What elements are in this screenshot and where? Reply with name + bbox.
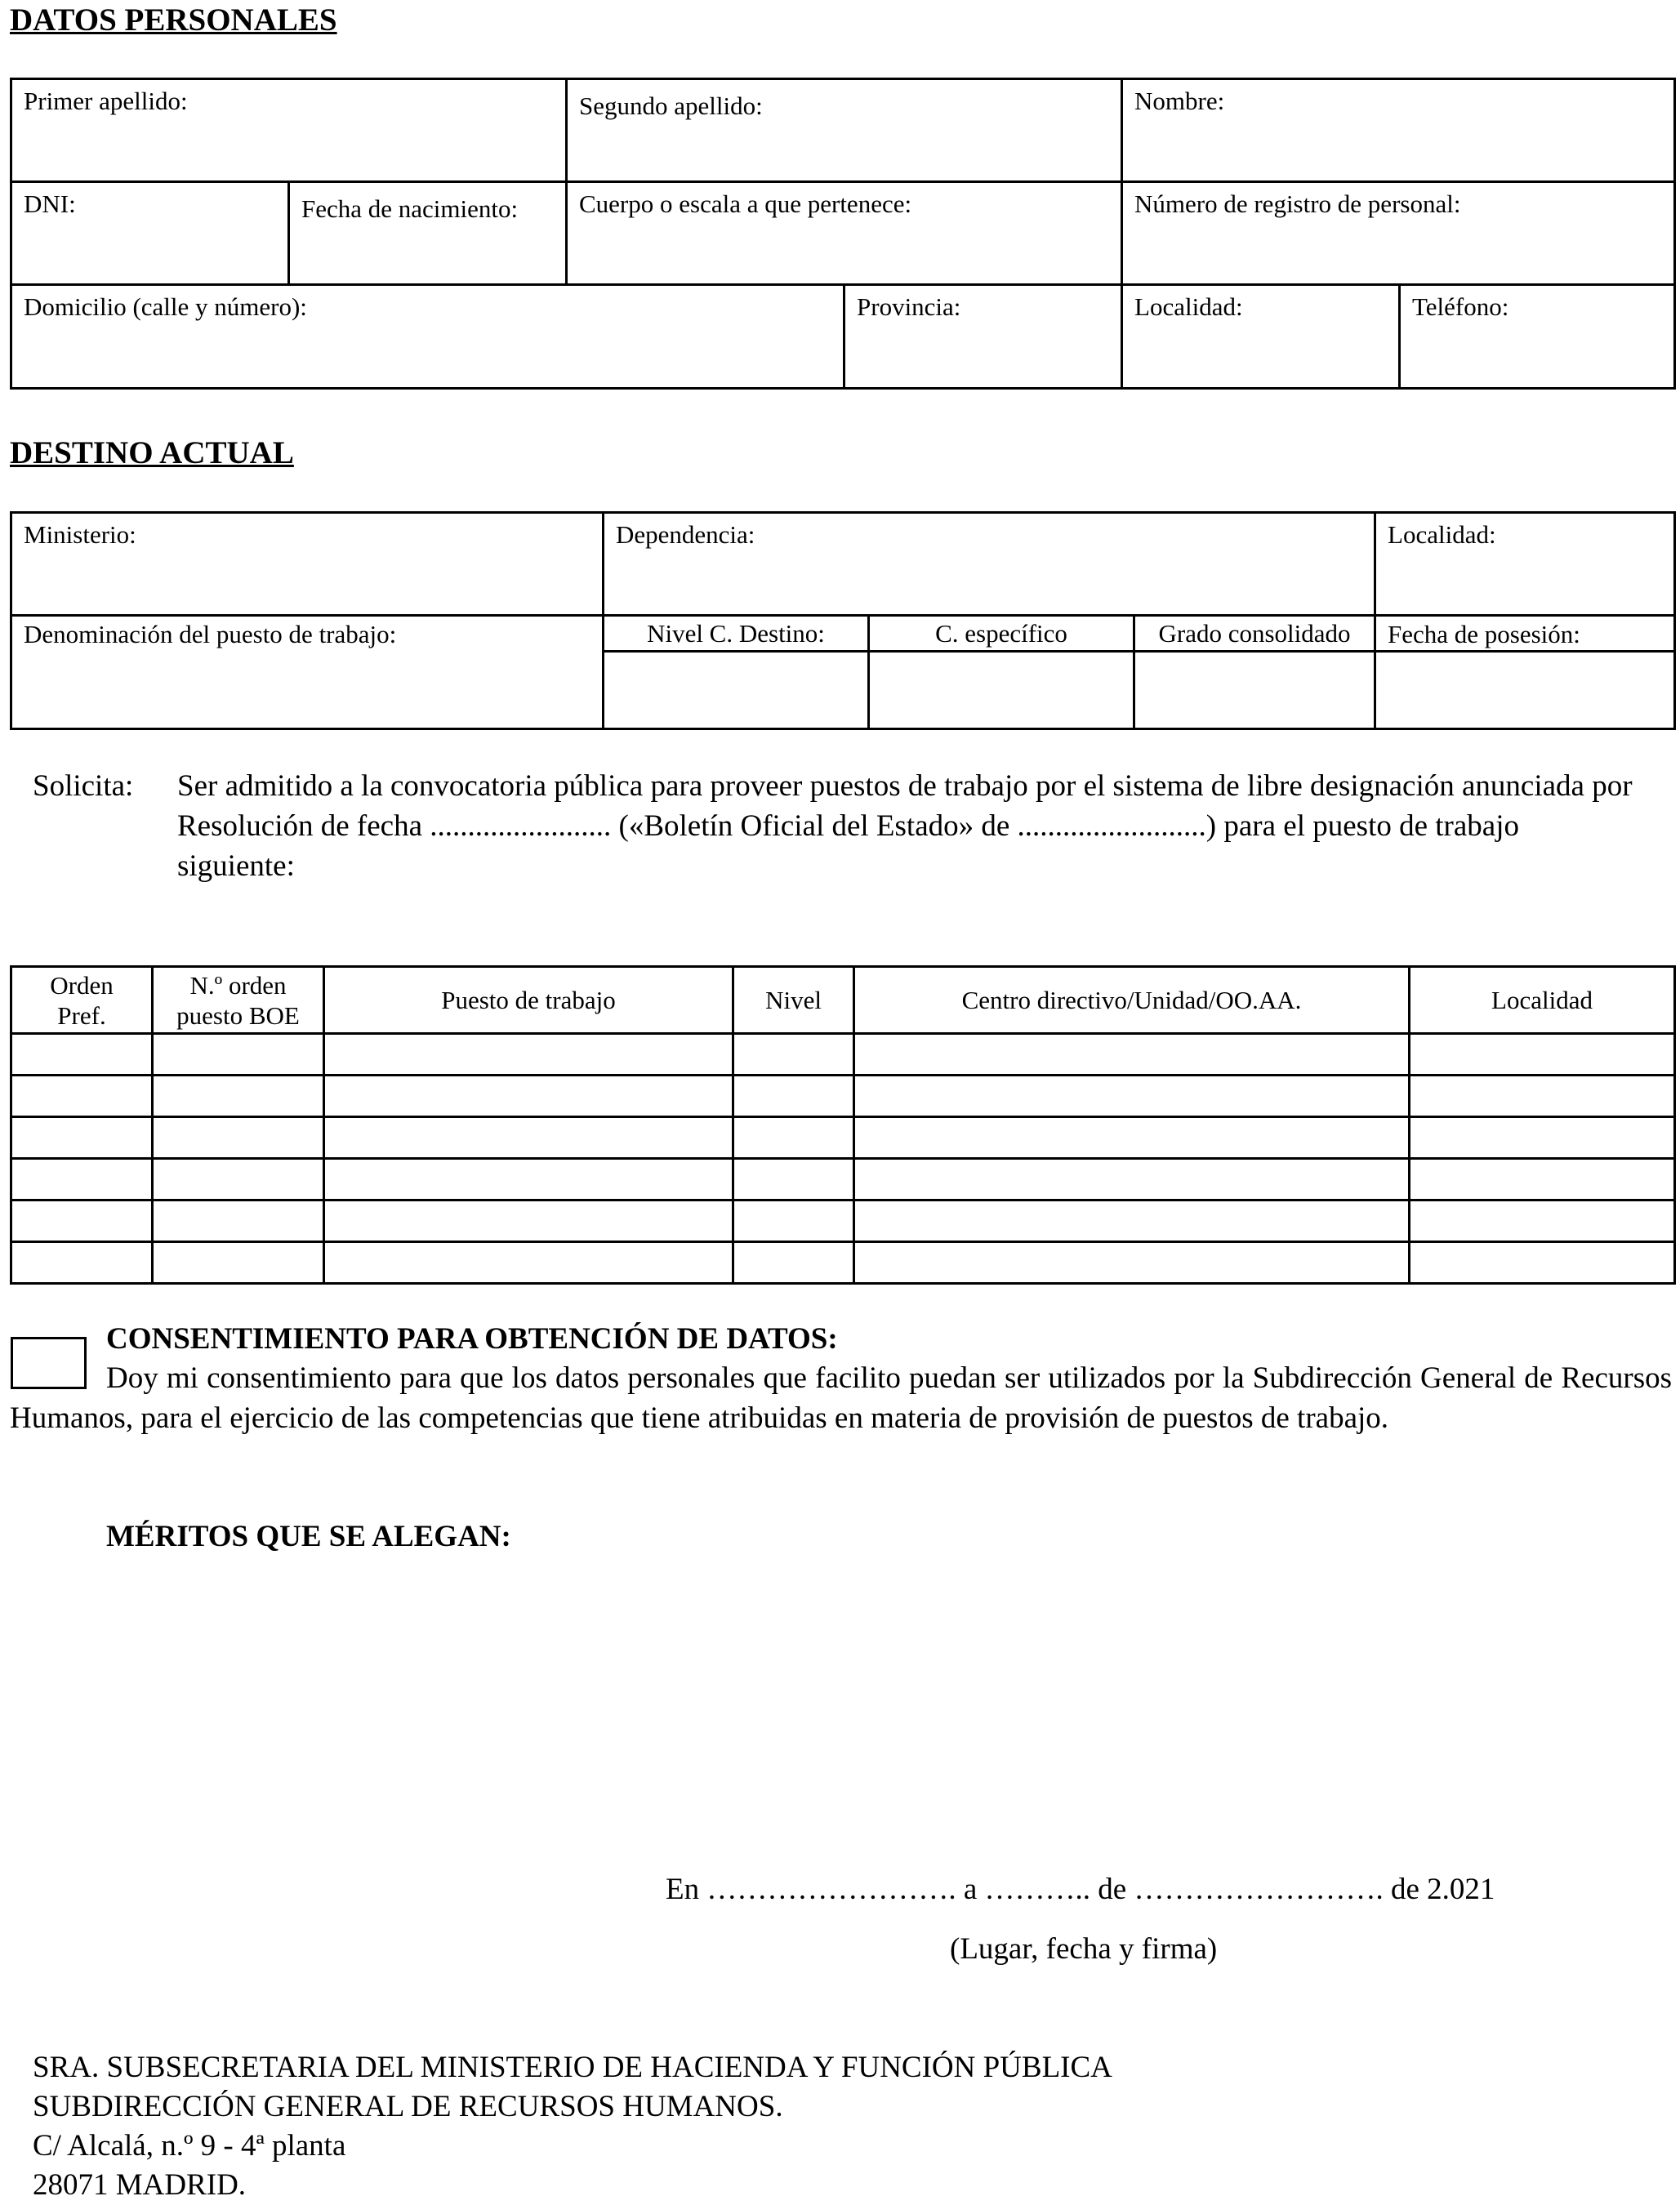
cell-puesto[interactable] <box>324 1200 733 1242</box>
fecha-posesion-label: Fecha de posesión: <box>1388 620 1580 648</box>
nivel-destino-header <box>604 616 869 652</box>
c-especifico-label: C. específico <box>935 618 1067 648</box>
cell-centro[interactable] <box>854 1076 1410 1117</box>
grado-consolidado-header <box>1134 616 1375 652</box>
cell-numero-orden[interactable] <box>153 1200 324 1242</box>
cell-localidad[interactable] <box>1410 1034 1675 1076</box>
table-row <box>11 1200 1675 1242</box>
segundo-apellido-label: Segundo apellido: <box>579 91 763 120</box>
denominacion-header <box>11 616 604 652</box>
cell-localidad[interactable] <box>1410 1159 1675 1200</box>
puestos-header-row <box>11 967 1675 1034</box>
provincia-label: Provincia: <box>857 292 961 321</box>
cell-numero-orden[interactable] <box>153 1242 324 1284</box>
cell-orden[interactable] <box>11 1200 153 1242</box>
domicilio-field[interactable] <box>11 285 844 389</box>
solicita-text: Ser admitido a la convocatoria pública para proveer puestos de trabajo por el sistema de libre designación anunciada por Resolución de fecha ........................ («Boletín Oficial del Estado» de .........................) para el puesto de trabajo siguiente: <box>177 769 1633 883</box>
solicita-label: Solicita: <box>33 769 134 803</box>
cell-orden[interactable] <box>11 1076 153 1117</box>
denominacion-input[interactable] <box>11 652 604 729</box>
cell-numero-orden[interactable] <box>153 1159 324 1200</box>
cell-nivel[interactable] <box>733 1159 854 1200</box>
cell-orden[interactable] <box>11 1242 153 1284</box>
table-row <box>11 1242 1675 1284</box>
section-title-destino-actual: DESTINO ACTUAL <box>10 435 294 470</box>
cell-nivel[interactable] <box>733 1117 854 1159</box>
cell-centro[interactable] <box>854 1159 1410 1200</box>
signature-hint: (Lugar, fecha y firma) <box>950 1932 1218 1966</box>
recipient-line-2: SUBDIRECCIÓN GENERAL DE RECURSOS HUMANOS. <box>33 2090 783 2123</box>
grado-consolidado-label: Grado consolidado <box>1158 618 1351 648</box>
cell-localidad[interactable] <box>1410 1117 1675 1159</box>
c-especifico-input[interactable] <box>869 652 1134 729</box>
numero-registro-label: Número de registro de personal: <box>1134 189 1461 218</box>
ministerio-label: Ministerio: <box>24 520 136 549</box>
table-row <box>11 1076 1675 1117</box>
cell-nivel[interactable] <box>733 1034 854 1076</box>
provincia-field[interactable] <box>844 285 1122 389</box>
cell-nivel[interactable] <box>733 1076 854 1117</box>
numero-registro-field[interactable] <box>1122 182 1675 285</box>
localidad-destino-label: Localidad: <box>1388 520 1496 549</box>
dni-label: DNI: <box>24 189 76 218</box>
signature-line: En ……………………. a ……….. de ……………………. de 2.021 <box>666 1873 1495 1906</box>
cell-puesto[interactable] <box>324 1159 733 1200</box>
cell-localidad[interactable] <box>1410 1200 1675 1242</box>
fecha-nacimiento-field[interactable] <box>289 182 567 285</box>
telefono-label: Teléfono: <box>1412 292 1509 321</box>
cuerpo-escala-label: Cuerpo o escala a que pertenece: <box>579 189 912 218</box>
destino-actual-table <box>10 511 1676 730</box>
header-localidad: Localidad <box>1410 967 1675 1034</box>
cell-nivel[interactable] <box>733 1242 854 1284</box>
consent-title: CONSENTIMIENTO PARA OBTENCIÓN DE DATOS: <box>106 1322 838 1356</box>
cell-orden[interactable] <box>11 1159 153 1200</box>
recipient-city: 28071 MADRID. <box>33 2168 247 2202</box>
telefono-field[interactable] <box>1400 285 1675 389</box>
cell-numero-orden[interactable] <box>153 1034 324 1076</box>
fecha-posesion-input[interactable] <box>1375 652 1675 729</box>
dependencia-label: Dependencia: <box>616 520 755 549</box>
ministerio-field[interactable] <box>11 513 604 616</box>
cell-puesto[interactable] <box>324 1242 733 1284</box>
localidad-field[interactable] <box>1122 285 1400 389</box>
cell-numero-orden[interactable] <box>153 1076 324 1117</box>
section-title-datos-personales: DATOS PERSONALES <box>10 2 337 38</box>
puestos-table <box>10 965 1676 1285</box>
segundo-apellido-field[interactable] <box>567 79 1122 182</box>
dependencia-field[interactable] <box>604 513 1375 616</box>
cell-orden[interactable] <box>11 1034 153 1076</box>
fecha-nacimiento-label: Fecha de nacimiento: <box>301 194 519 223</box>
cell-centro[interactable] <box>854 1242 1410 1284</box>
cell-nivel[interactable] <box>733 1200 854 1242</box>
c-especifico-header <box>869 616 1134 652</box>
denominacion-label: Denominación del puesto de trabajo: <box>24 620 397 648</box>
table-row <box>11 1117 1675 1159</box>
cuerpo-escala-field[interactable] <box>567 182 1122 285</box>
dni-field[interactable] <box>11 182 289 285</box>
recipient-address: C/ Alcalá, n.º 9 - 4ª planta <box>33 2129 346 2163</box>
consent-text: Doy mi consentimiento para que los datos personales que facilito puedan ser utilizados por la Subdirección General de Recursos Humanos, para el ejercicio de las competencias que tiene atribuidas en materia de provisión de puestos de trabajo. <box>10 1361 1672 1435</box>
grado-consolidado-input[interactable] <box>1134 652 1375 729</box>
cell-localidad[interactable] <box>1410 1076 1675 1117</box>
nivel-destino-label: Nivel C. Destino: <box>647 618 825 648</box>
cell-centro[interactable] <box>854 1200 1410 1242</box>
nivel-destino-input[interactable] <box>604 652 869 729</box>
cell-numero-orden[interactable] <box>153 1117 324 1159</box>
cell-orden[interactable] <box>11 1117 153 1159</box>
nombre-field[interactable] <box>1122 79 1675 182</box>
header-orden-pref: Orden Pref. <box>11 967 153 1034</box>
cell-centro[interactable] <box>854 1117 1410 1159</box>
localidad-destino-field[interactable] <box>1375 513 1675 616</box>
header-centro: Centro directivo/Unidad/OO.AA. <box>854 967 1410 1034</box>
meritos-title: MÉRITOS QUE SE ALEGAN: <box>106 1520 511 1553</box>
cell-localidad[interactable] <box>1410 1242 1675 1284</box>
cell-puesto[interactable] <box>324 1076 733 1117</box>
localidad-label: Localidad: <box>1134 292 1243 321</box>
table-row <box>11 1034 1675 1076</box>
cell-puesto[interactable] <box>324 1034 733 1076</box>
primer-apellido-field[interactable] <box>11 79 567 182</box>
primer-apellido-label: Primer apellido: <box>24 87 188 115</box>
datos-personales-table <box>10 78 1676 390</box>
header-nivel: Nivel <box>733 967 854 1034</box>
fecha-posesion-header <box>1375 616 1675 652</box>
recipient-line-1: SRA. SUBSECRETARIA DEL MINISTERIO DE HACIENDA Y FUNCIÓN PÚBLICA <box>33 2051 1112 2084</box>
header-puesto: Puesto de trabajo <box>324 967 733 1034</box>
cell-puesto[interactable] <box>324 1117 733 1159</box>
table-row <box>11 1159 1675 1200</box>
cell-centro[interactable] <box>854 1034 1410 1076</box>
domicilio-label: Domicilio (calle y número): <box>24 292 307 321</box>
nombre-label: Nombre: <box>1134 87 1225 115</box>
header-numero-orden: N.º orden puesto BOE <box>153 967 324 1034</box>
